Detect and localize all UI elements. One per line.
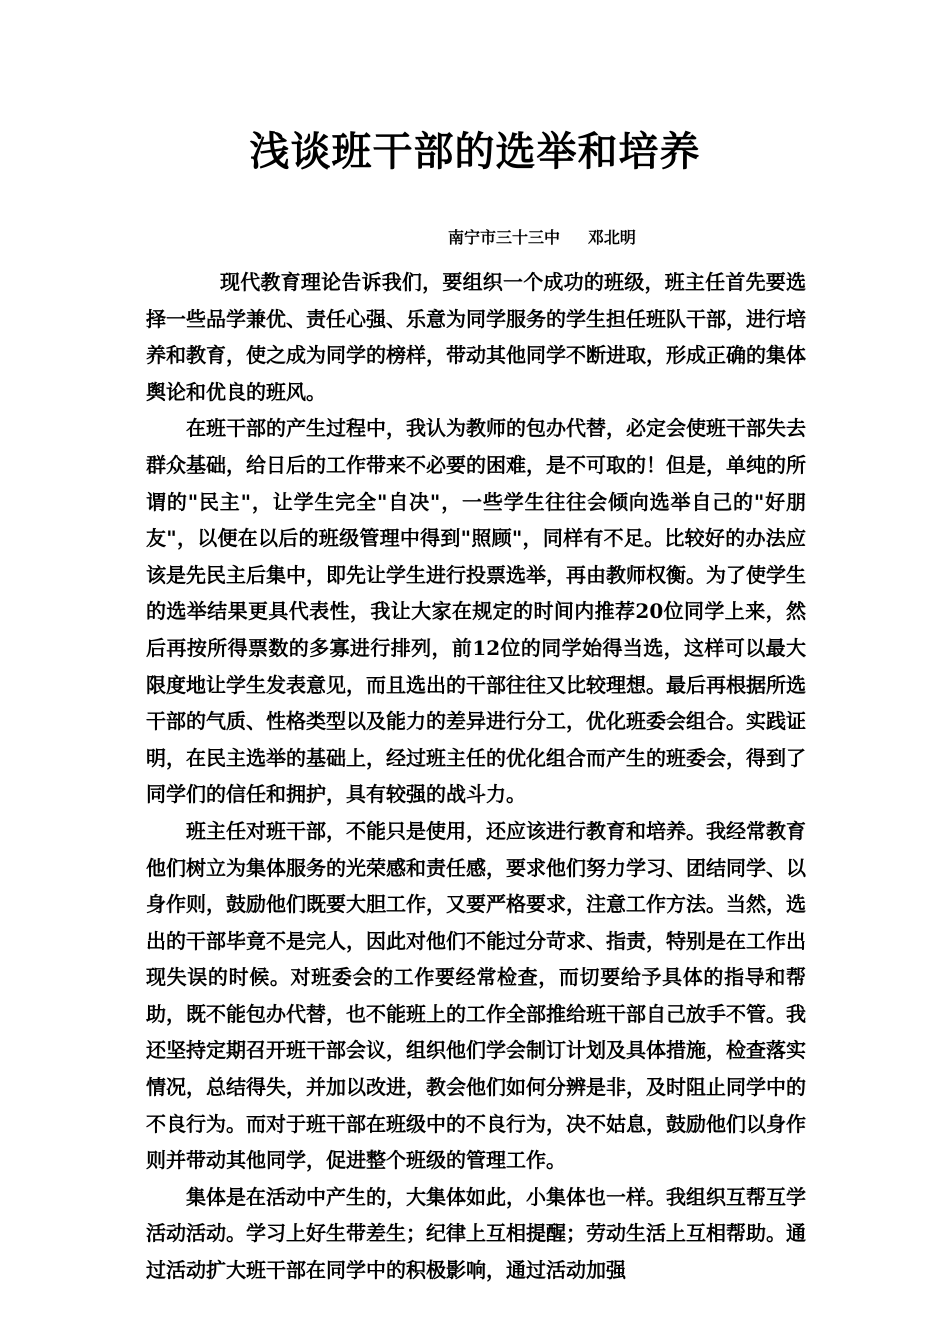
- author-byline: 南宁市三十三中 邓北明: [448, 228, 636, 247]
- document-title: 浅谈班干部的选举和培养: [249, 128, 701, 175]
- document-body: [146, 264, 806, 1289]
- paragraph-4: 集体是在活动中产生的，大集体如此，小集体也一样。我组织互帮互学活动活动。学习上好生带差生；纪律上互相提醒；劳动生活上互相帮助。通过活动扩大班干部在同学中的积极影响，通过活动加强: [146, 1184, 806, 1283]
- paragraph-2: 在班干部的产生过程中，我认为教师的包办代替，必定会使班干部失去群众基础，给日后的工作带来不必要的困难，是不可取的！但是，单纯的所谓的"民主"，让学生完全"自决"，一些学生往往会倾向选举自己的"好朋友"，以便在以后的班级管理中得到"照顾"，同样有不足。比较好的办法应该是先民主后集中，即先让学生进行投票选举，再由教师权衡。为了使学生的选举结果更具代表性，我让大家在规定的时间内推荐20位同学上来，然后再按所得票数的多寡进行排列，前12位的同学始得当选，这样可以最大限度地让学生发表意见，而且选出的干部往往又比较理想。最后再根据所选干部的气质、性格类型以及能力的差异进行分工，优化班委会组合。实践证明，在民主选举的基础上，经过班主任的优化组合而产生的班委会，得到了同学们的信任和拥护，具有较强的战斗力。: [146, 416, 806, 807]
- paragraph-1: 现代教育理论告诉我们，要组织一个成功的班级，班主任首先要选择一些品学兼优、责任心强、乐意为同学服务的学生担任班队干部，进行培养和教育，使之成为同学的榜样，带动其他同学不断进取，形成正确的集体舆论和优良的班风。: [146, 270, 806, 404]
- paragraph-3: 班主任对班干部，不能只是使用，还应该进行教育和培养。我经常教育他们树立为集体服务的光荣感和责任感，要求他们努力学习、团结同学、以身作则，鼓励他们既要大胆工作，又要严格要求，注意工作方法。当然，选出的干部毕竟不是完人，因此对他们不能过分苛求、指责，特别是在工作出现失误的时候。对班委会的工作要经常检查，而切要给予具体的指导和帮助，既不能包办代替，也不能班上的工作全部推给班干部自己放手不管。我还坚持定期召开班干部会议，组织他们学会制订计划及具体措施，检查落实情况，总结得失，并加以改进，教会他们如何分辨是非，及时阻止同学中的不良行为。而对于班干部在班级中的不良行为，决不姑息，鼓励他们以身作则并带动其他同学，促进整个班级的管理工作。: [146, 818, 806, 1173]
